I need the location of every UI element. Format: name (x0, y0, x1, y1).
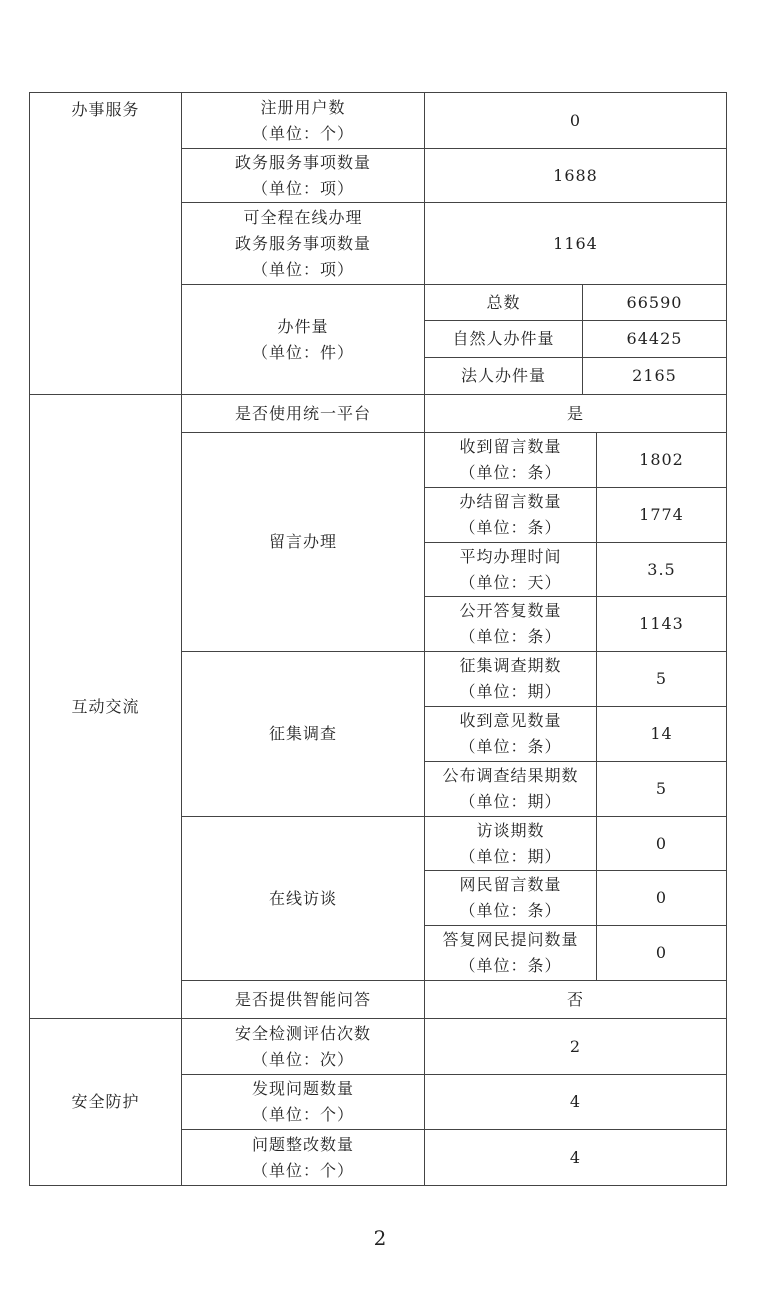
sub-value: 1774 (597, 488, 727, 543)
sub-value: 1143 (597, 597, 727, 652)
sub-value: 64425 (583, 321, 727, 358)
sub-label: 办结留言数量 （单位：条） (425, 488, 597, 543)
row-label: 政务服务事项数量 （单位：项） (182, 149, 425, 203)
sub-label: 法人办件量 (425, 358, 583, 395)
row-value: 是 (425, 395, 727, 433)
group-label: 在线访谈 (182, 817, 425, 981)
group-label: 征集调查 (182, 652, 425, 817)
row-value: 4 (425, 1130, 727, 1186)
sub-label: 征集调查期数 （单位：期） (425, 652, 597, 707)
sub-value: 0 (597, 871, 727, 926)
sub-value: 2165 (583, 358, 727, 395)
sub-value: 0 (597, 817, 727, 871)
sub-value: 66590 (583, 285, 727, 321)
row-label: 问题整改数量 （单位：个） (182, 1130, 425, 1186)
sub-label: 总数 (425, 285, 583, 321)
row-value: 4 (425, 1075, 727, 1130)
row-value: 0 (425, 93, 727, 149)
table-row (30, 93, 727, 149)
sub-label: 公开答复数量 （单位：条） (425, 597, 597, 652)
row-label: 是否使用统一平台 (182, 395, 425, 433)
table-row (30, 1019, 727, 1075)
section-title: 安全防护 (30, 1019, 182, 1186)
sub-label: 收到意见数量 （单位：条） (425, 707, 597, 762)
row-label: 安全检测评估次数 （单位：次） (182, 1019, 425, 1075)
section-title: 互动交流 (30, 395, 182, 1019)
page-number: 2 (373, 1226, 387, 1250)
row-value: 1164 (425, 203, 727, 285)
sub-label: 访谈期数 （单位：期） (425, 817, 597, 871)
section-title: 办事服务 (30, 93, 182, 395)
row-value: 2 (425, 1019, 727, 1075)
row-label: 注册用户数 （单位：个） (182, 93, 425, 149)
group-label: 留言办理 (182, 433, 425, 652)
sub-label: 网民留言数量 （单位：条） (425, 871, 597, 926)
row-value: 1688 (425, 149, 727, 203)
stats-table (29, 92, 727, 1186)
sub-value: 5 (597, 652, 727, 707)
sub-value: 5 (597, 762, 727, 817)
sub-value: 1802 (597, 433, 727, 488)
sub-label: 收到留言数量 （单位：条） (425, 433, 597, 488)
sub-value: 14 (597, 707, 727, 762)
row-value: 否 (425, 981, 727, 1019)
group-label: 办件量 （单位：件） (182, 285, 425, 395)
row-label: 是否提供智能问答 (182, 981, 425, 1019)
sub-label: 平均办理时间 （单位：天） (425, 543, 597, 597)
sub-label: 自然人办件量 (425, 321, 583, 358)
row-label: 发现问题数量 （单位：个） (182, 1075, 425, 1130)
sub-value: 0 (597, 926, 727, 981)
sub-value: 3.5 (597, 543, 727, 597)
sub-label: 答复网民提问数量 （单位：条） (425, 926, 597, 981)
sub-label: 公布调查结果期数 （单位：期） (425, 762, 597, 817)
table-row (30, 395, 727, 433)
row-label: 可全程在线办理 政务服务事项数量 （单位：项） (182, 203, 425, 285)
